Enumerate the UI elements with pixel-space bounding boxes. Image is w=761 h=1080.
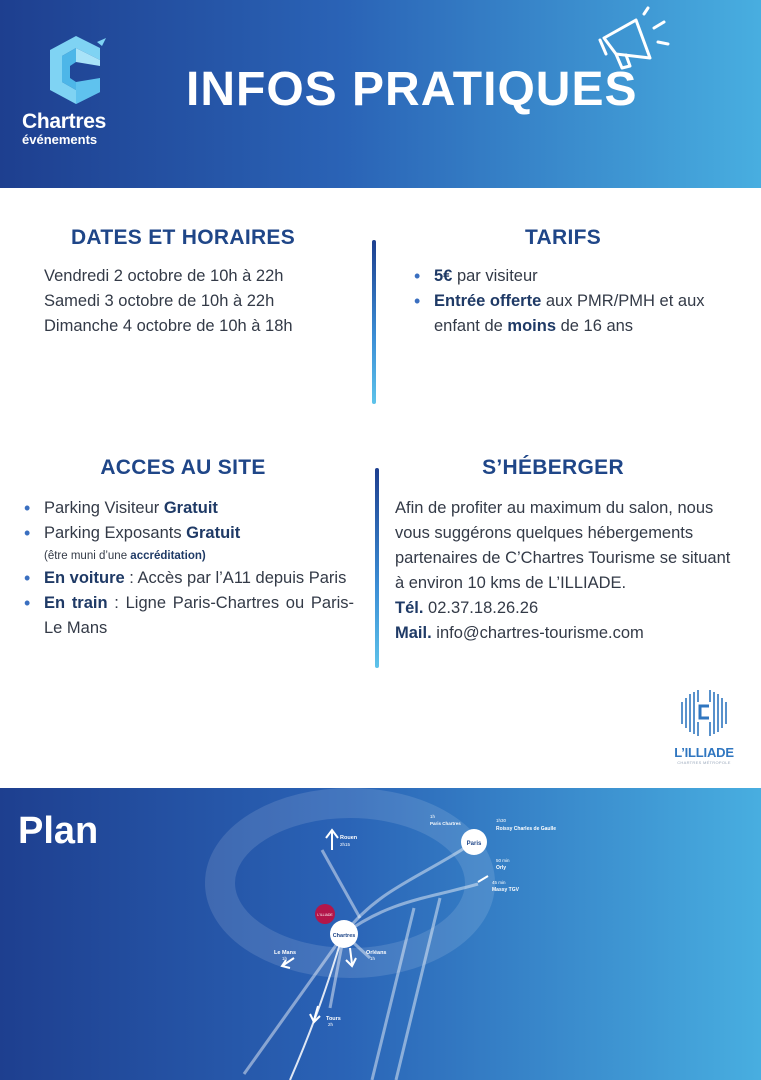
tarif-free-bold2: moins bbox=[507, 317, 556, 335]
tarif-free-text2: de 16 ans bbox=[556, 317, 634, 335]
car-text: : Accès par l’A11 depuis Paris bbox=[124, 569, 347, 587]
road-south-1 bbox=[372, 908, 414, 1080]
illiade-logo-icon bbox=[676, 686, 732, 738]
parking-visitor-bold: Gratuit bbox=[163, 499, 218, 517]
plan-title: Plan bbox=[18, 810, 99, 852]
road-south-2 bbox=[396, 898, 440, 1080]
chartres-evenements-logo bbox=[22, 36, 132, 147]
paris-chartres-label: Paris Chartres bbox=[430, 821, 461, 826]
tarif-free-bold: Entrée offerte bbox=[434, 292, 542, 310]
note-bold: accréditation) bbox=[130, 550, 206, 562]
date-line-friday: Vendredi 2 octobre de 10h à 22h bbox=[44, 267, 284, 285]
plan-section bbox=[0, 788, 761, 1080]
chartres-label: Chartres bbox=[332, 933, 356, 939]
phone-label: Tél. bbox=[395, 599, 424, 617]
illiade-subtitle: CHARTRES MÉTROPOLE bbox=[677, 760, 731, 765]
massy-label: Massy TGV bbox=[492, 887, 519, 893]
mail-value: info@chartres-tourisme.com bbox=[431, 624, 644, 642]
cdg-time: 1h30 bbox=[496, 818, 507, 823]
logo-subtitle: événements bbox=[22, 132, 98, 147]
page-title: INFOS PRATIQUES bbox=[186, 63, 638, 116]
cdg-label: Roissy Charles de Gaulle bbox=[496, 826, 557, 832]
acces-item-parking-visitor bbox=[22, 496, 354, 521]
tarif-price-bold: 5€ bbox=[434, 267, 453, 285]
parking-exhibitor-bold: Gratuit bbox=[186, 524, 241, 542]
acces-item-car bbox=[22, 566, 354, 591]
orly-label: Orly bbox=[496, 865, 507, 871]
parking-exhibitor-text: Parking Exposants bbox=[44, 524, 187, 542]
date-line-saturday: Samedi 3 octobre de 10h à 22h bbox=[44, 292, 275, 310]
parking-visitor-text: Parking Visiteur bbox=[44, 499, 164, 517]
date-line-sunday: Dimanche 4 octobre de 10h à 18h bbox=[44, 317, 293, 335]
massy-time: 45 min bbox=[492, 880, 506, 885]
illiade-logo bbox=[672, 686, 736, 765]
tarif-item-free bbox=[412, 289, 752, 339]
heberger-phone bbox=[395, 596, 741, 621]
train-bold: En train bbox=[44, 594, 108, 612]
acces-item-train bbox=[22, 591, 354, 641]
tours-label: Tours bbox=[326, 1016, 341, 1022]
le-mans-label: Le Mans bbox=[274, 950, 297, 956]
paris-label: Paris bbox=[466, 841, 482, 847]
mail-label: Mail. bbox=[395, 624, 432, 642]
train-text: : Ligne Paris-Chartres ou Paris-Le Mans bbox=[44, 594, 354, 637]
header-banner bbox=[0, 0, 761, 188]
arrow-rouen-icon bbox=[326, 830, 338, 850]
orleans-label: Orléans bbox=[366, 950, 387, 956]
chartres-logo-icon bbox=[42, 36, 108, 106]
heberger-paragraph: Afin de profiter au maximum du salon, nous vous suggérons quelques hébergements partenaires de C’Chartres Tourisme se situant à environ 10 kms de L’ILLIADE. bbox=[395, 499, 731, 592]
orly-time: 50 min bbox=[496, 858, 510, 863]
heberger-mail bbox=[395, 621, 741, 646]
column-divider bbox=[372, 240, 376, 404]
tarif-item-price bbox=[412, 264, 752, 289]
phone-value: 02.37.18.26.26 bbox=[423, 599, 539, 617]
acces-section-title: ACCES AU SITE bbox=[100, 456, 266, 479]
logo-name: Chartres bbox=[22, 110, 106, 133]
dates-list bbox=[44, 264, 364, 339]
heberger-block bbox=[395, 496, 741, 646]
acces-list bbox=[22, 496, 354, 641]
heberger-section-title: S’HÉBERGER bbox=[482, 456, 624, 479]
illiade-pin-label: L’ILLIADE bbox=[317, 913, 333, 917]
acces-item-parking-exhibitor bbox=[22, 521, 354, 546]
illiade-name: L’ILLIADE bbox=[674, 745, 734, 760]
tarifs-section-title: TARIFS bbox=[524, 226, 602, 249]
accreditation-note bbox=[22, 546, 354, 566]
car-bold: En voiture bbox=[44, 569, 125, 587]
rouen-time: 2h15 bbox=[340, 842, 351, 847]
column-divider-2 bbox=[375, 468, 379, 668]
access-map bbox=[0, 788, 761, 1080]
orleans-time: 1h bbox=[370, 956, 376, 961]
dates-section-title: DATES ET HORAIRES bbox=[70, 226, 296, 249]
tarifs-list bbox=[412, 264, 752, 339]
tarif-price-text: par visiteur bbox=[452, 267, 538, 285]
note-text: (être muni d’une bbox=[44, 550, 131, 562]
le-mans-time: 1h bbox=[282, 956, 288, 961]
tarif-free-text: aux PMR/PMH et aux enfant de bbox=[434, 292, 705, 335]
rouen-label: Rouen bbox=[340, 835, 358, 841]
megaphone-icon bbox=[596, 4, 676, 84]
paris-chartres-time: 1h bbox=[430, 814, 436, 819]
tours-time: 2h bbox=[328, 1022, 334, 1027]
